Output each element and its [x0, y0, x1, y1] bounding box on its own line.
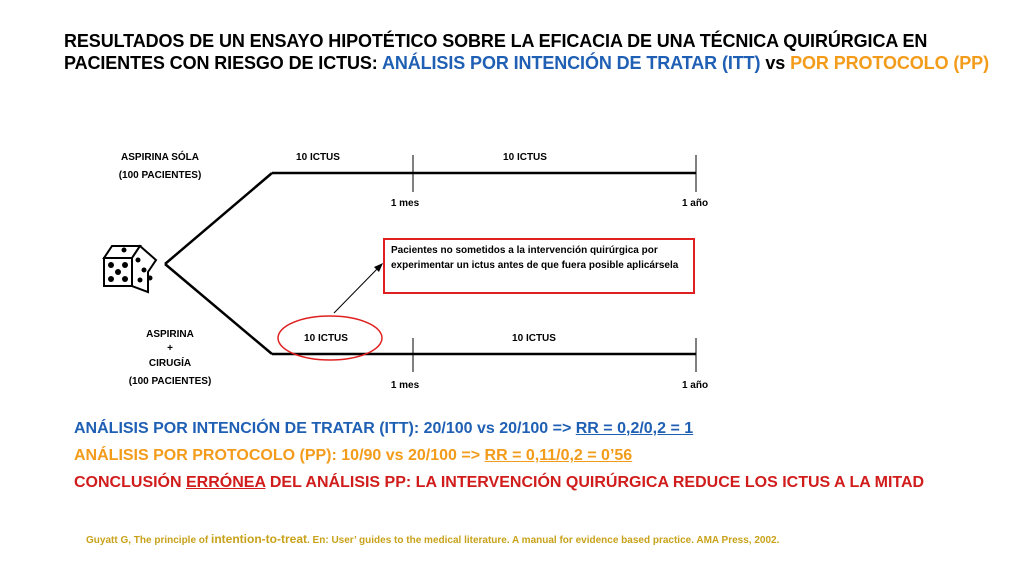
pp-rr: RR = 0,11/0,2 = 0’56 — [484, 447, 633, 464]
bottom-arm-patients: (100 PACIENTES) — [128, 376, 212, 387]
top-period1-events: 10 ICTUS — [296, 152, 340, 163]
bottom-tick2-label: 1 año — [681, 380, 709, 391]
title-pp: POR PROTOCOLO (PP) — [790, 53, 989, 73]
title-part1: RESULTADOS DE UN ENSAYO HIPOTÉTICO SOBRE LA EFICACIA DE UNA TÉCNICA QUIRÚRGICA EN PACIENTES CON RIESGO DE ICTUS: — [64, 31, 928, 73]
itt-result — [74, 420, 693, 438]
note-box: Pacientes no sometidos a la intervención quirúrgica por experimentar un ictus antes de que fuera posible aplicársela — [383, 238, 695, 294]
title-vs: vs — [760, 53, 791, 73]
pp-result — [74, 447, 632, 465]
top-tick2-label: 1 año — [681, 198, 709, 209]
bottom-branch-diagonal — [165, 264, 272, 354]
top-tick1-label: 1 mes — [390, 198, 420, 209]
conclusion-post: DEL ANÁLISIS PP: LA INTERVENCIÓN QUIRÚRGICA REDUCE LOS ICTUS A LA MITAD — [265, 474, 925, 491]
top-arm-name: ASPIRINA SÓLA — [121, 152, 199, 163]
top-period2-events: 10 ICTUS — [503, 152, 547, 163]
bottom-arm-name2: CIRUGÍA — [148, 358, 192, 369]
bottom-period1-events: 10 ICTUS — [304, 333, 348, 344]
citation-post: . En: User’ guides to the medical literature. A manual for evidence based practice. AMA Press, 2002. — [307, 535, 780, 546]
bottom-period2-events: 10 ICTUS — [512, 333, 556, 344]
dice-icon — [104, 246, 156, 292]
top-branch-diagonal — [165, 173, 272, 264]
itt-text: ANÁLISIS POR INTENCIÓN DE TRATAR (ITT): 20/100 vs 20/100 => — [74, 420, 576, 437]
citation-em: intention-to-treat — [211, 532, 307, 546]
conclusion-pre: CONCLUSIÓN — [74, 474, 186, 491]
conclusion-erronea: ERRÓNEA — [186, 474, 266, 491]
conclusion — [74, 474, 924, 492]
bottom-arm-plus: + — [167, 343, 173, 354]
arrow-line — [334, 266, 380, 313]
bottom-arm-name: ASPIRINA — [146, 329, 194, 340]
citation-pre: Guyatt G, The principle of — [86, 535, 212, 546]
top-arm-patients: (100 PACIENTES) — [118, 170, 202, 181]
citation — [86, 532, 779, 546]
pp-text: ANÁLISIS POR PROTOCOLO (PP): 10/90 vs 20/100 => — [74, 447, 485, 464]
bottom-tick1-label: 1 mes — [390, 380, 420, 391]
itt-rr: RR = 0,2/0,2 = 1 — [575, 420, 694, 437]
title-itt: ANÁLISIS POR INTENCIÓN DE TRATAR (ITT) — [381, 53, 761, 73]
